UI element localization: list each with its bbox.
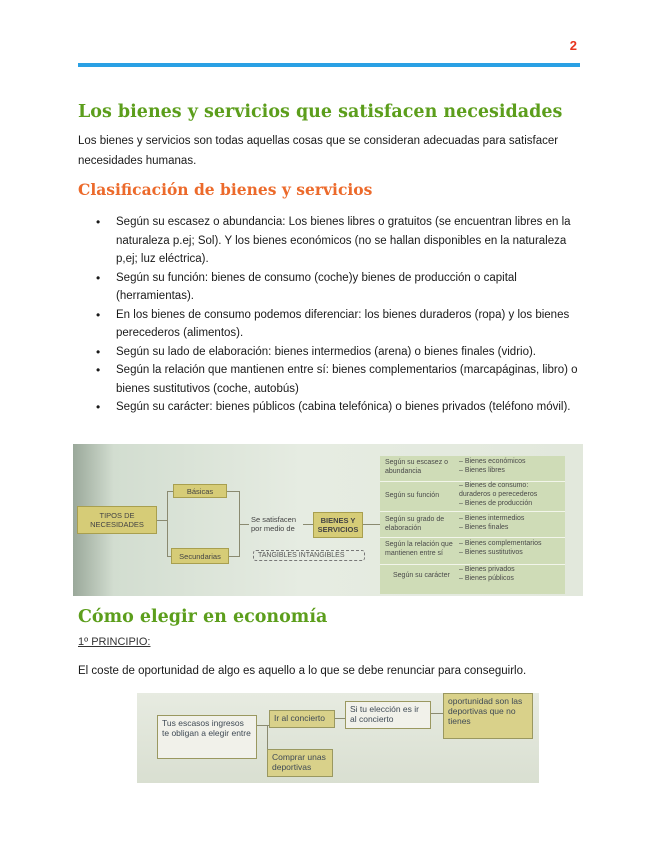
criterion-label: Según su grado de elaboración bbox=[385, 516, 445, 532]
opportunity-cost-text: El coste de oportunidad de algo es aquello a lo que se debe renunciar para conseguirlo. bbox=[78, 665, 527, 677]
header-rule bbox=[78, 63, 580, 67]
primary-needs-box: Básicas bbox=[173, 484, 227, 498]
principle-heading: 1º PRINCIPIO: bbox=[78, 636, 151, 648]
list-item: • En los bienes de consumo podemos diferenciar: los bienes duraderos (ropa) y los bienes perecederos (alimentos). bbox=[96, 306, 582, 343]
connector-line bbox=[431, 713, 443, 714]
connector-line bbox=[257, 725, 267, 726]
connector-line bbox=[167, 491, 168, 557]
needs-diagram-photo bbox=[73, 444, 583, 596]
satisfy-note: Se satisfacen por medio de bbox=[251, 515, 297, 533]
type-label: – Bienes libres bbox=[459, 467, 505, 474]
connector-line bbox=[229, 556, 239, 557]
connector-line bbox=[227, 491, 239, 492]
list-item: • Según su lado de elaboración: bienes intermedios (arena) o bienes finales (vidrio). bbox=[96, 343, 582, 362]
criterion-label: Según la relación que mantienen entre sí bbox=[385, 541, 453, 557]
criterion-label: Según su función bbox=[385, 492, 440, 499]
type-label: – Bienes privados bbox=[459, 566, 515, 573]
choice-box: Si tu elección es ir al concierto bbox=[345, 701, 431, 729]
opportunity-box: oportunidad son las deportivas que no tienes bbox=[443, 693, 533, 739]
connector-line bbox=[303, 524, 313, 525]
section-title-elegir: Cómo elegir en economía bbox=[78, 607, 328, 627]
tangible-note: TANGIBLES INTANGIBLES bbox=[253, 550, 365, 561]
intro-paragraph: Los bienes y servicios son todas aquellas cosas que se consideran adecuadas para satisfacer necesidades humanas. bbox=[78, 135, 559, 167]
sneakers-option-box: Comprar unas deportivas bbox=[267, 749, 333, 777]
type-label: – Bienes complementarios bbox=[459, 540, 542, 547]
needs-types-box: TIPOS DE NECESIDADES bbox=[77, 506, 157, 534]
type-label: – Bienes de consumo: duraderos o perecederos bbox=[459, 482, 538, 498]
type-label: – Bienes públicos bbox=[459, 575, 514, 582]
connector-line bbox=[157, 520, 167, 521]
connector-line bbox=[363, 524, 380, 525]
type-label: – Bienes económicos bbox=[459, 458, 526, 465]
connector-line bbox=[335, 718, 345, 719]
criterion-label: Según su carácter bbox=[393, 572, 450, 579]
choice-diagram-photo bbox=[137, 693, 539, 783]
section-title-clasificacion: Clasificación de bienes y servicios bbox=[78, 180, 373, 199]
concert-option-box: Ir al concierto bbox=[269, 710, 335, 728]
criterion-label: Según su escasez o abundancia bbox=[385, 459, 449, 475]
list-item: • Según su carácter: bienes públicos (cabina telefónica) o bienes privados (teléfono móvil). bbox=[96, 398, 582, 417]
type-label: – Bienes finales bbox=[459, 524, 509, 531]
list-item: • Según la relación que mantienen entre sí: bienes complementarios (marcapáginas, libro) o bienes sustitutivos (coche, autobús) bbox=[96, 361, 582, 398]
page-number: 2 bbox=[569, 38, 577, 53]
panel-divider bbox=[380, 511, 565, 512]
type-label: – Bienes intermedios bbox=[459, 515, 525, 522]
income-box: Tus escasos ingresos te obligan a elegir entre bbox=[157, 715, 257, 759]
classification-list bbox=[96, 213, 582, 417]
secondary-needs-box: Secundarias bbox=[171, 548, 229, 564]
goods-services-box: BIENES Y SERVICIOS bbox=[313, 512, 363, 538]
panel-divider bbox=[380, 537, 565, 538]
section-title-bienes: Los bienes y servicios que satisfacen necesidades bbox=[78, 102, 563, 122]
type-label: – Bienes de producción bbox=[459, 500, 533, 507]
list-item: • Según su escasez o abundancia: Los bienes libres o gratuitos (se encuentran libres en la naturaleza p.ej; Sol). Y los bienes económicos (no se hallan disponibles en la naturaleza p,ej; luz eléctrica). bbox=[96, 213, 582, 269]
type-label: – Bienes sustitutivos bbox=[459, 549, 523, 556]
list-item: • Según su función: bienes de consumo (coche)y bienes de producción o capital (herramientas). bbox=[96, 269, 582, 306]
connector-line bbox=[239, 524, 249, 525]
panel-divider bbox=[380, 564, 565, 565]
